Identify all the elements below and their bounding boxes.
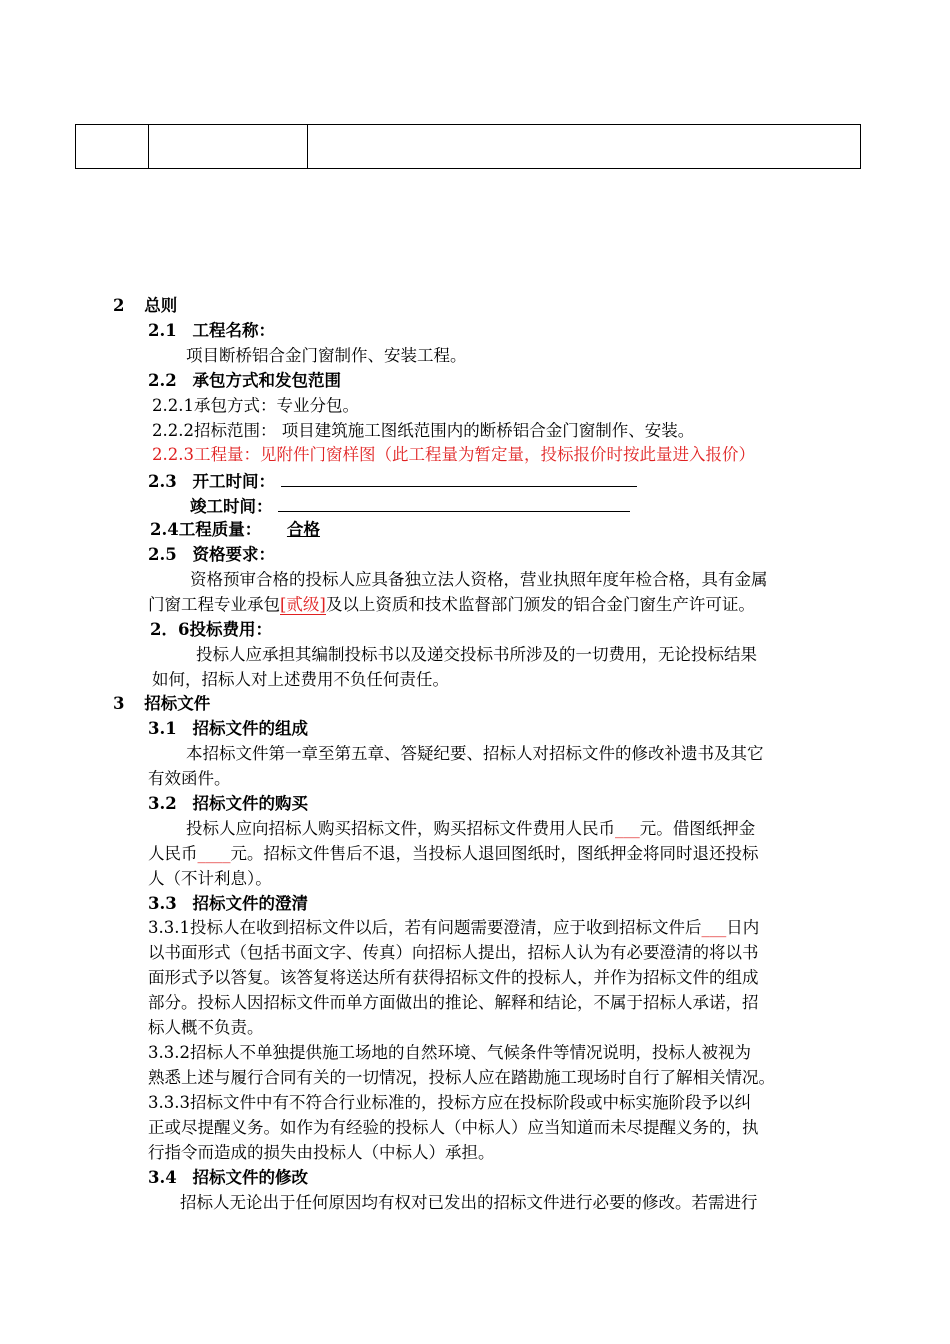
subsection-label: 招标文件的购买 xyxy=(192,794,308,813)
deposit-blank: ____ xyxy=(197,844,231,863)
subsection-number: 2.2 xyxy=(148,371,177,390)
subsection-label: 招标文件的修改 xyxy=(192,1168,308,1187)
heading-2-5 xyxy=(148,543,275,567)
text-run: 门窗工程专业承包 xyxy=(148,595,280,614)
section-title: 招标文件 xyxy=(144,694,211,713)
clarification-paragraph: 部分。投标人因招标文件而单方面做出的推论、解释和结论，不属于招标人承诺，招 xyxy=(148,993,759,1012)
subsection-label: 工程名称： xyxy=(192,321,275,340)
heading-3-1 xyxy=(148,717,308,741)
contract-mode: 2.2.1承包方式：专业分包。 xyxy=(152,396,359,415)
subsection-label: 承包方式和发包范围 xyxy=(192,371,341,390)
table-divider xyxy=(307,125,308,168)
text-run: 人民币 xyxy=(148,844,198,863)
subsection-number: 2.5 xyxy=(148,545,177,564)
purchase-paragraph xyxy=(186,817,755,841)
heading-2-2 xyxy=(148,369,341,393)
section-title: 总则 xyxy=(144,296,178,315)
clarification-paragraph: 行指令而造成的损失由投标人（中标人）承担。 xyxy=(148,1143,495,1162)
clarification-paragraph: 熟悉上述与履行合同有关的一切情况，投标人应在踏勘施工现场时自行了解相关情况。 xyxy=(148,1068,775,1087)
purchase-paragraph xyxy=(148,842,759,866)
text-run: 日内 xyxy=(726,918,760,937)
clarification-paragraph: 标人概不负责。 xyxy=(148,1018,264,1037)
text-run: 及以上资质和技术监督部门颁发的铝合金门窗生产许可证。 xyxy=(325,595,755,614)
subsection-number: 3.3 xyxy=(148,894,177,913)
text-run: 元。借图纸押金 xyxy=(639,819,756,838)
subsection-label: 资格要求： xyxy=(192,545,275,564)
composition-paragraph: 有效函件。 xyxy=(148,769,231,788)
heading-3-2 xyxy=(148,792,308,816)
header-table xyxy=(75,124,861,169)
section-number: 3 xyxy=(113,694,125,713)
heading-2-6: 2．6投标费用： xyxy=(150,620,272,639)
clarification-paragraph: 3.3.2招标人不单独提供施工场地的自然环境、气候条件等情况说明，投标人被视为 xyxy=(148,1043,751,1062)
clarification-paragraph: 面形式予以答复。该答复将送达所有获得招标文件的投标人，并作为招标文件的组成 xyxy=(148,968,759,987)
table-divider xyxy=(148,125,149,168)
purchase-paragraph: 人（不计利息）。 xyxy=(148,869,272,888)
fee-blank: ___ xyxy=(615,819,640,838)
subsection-number: 2.1 xyxy=(148,321,177,340)
subsection-label: 招标文件的澄清 xyxy=(192,894,308,913)
text-run: 投标人应向招标人购买招标文件，购买招标文件费用人民币 xyxy=(186,819,615,838)
qualification-paragraph xyxy=(148,593,755,617)
modification-paragraph: 招标人无论出于任何原因均有权对已发出的招标文件进行必要的修改。若需进行 xyxy=(180,1193,758,1212)
subsection-number: 3.2 xyxy=(148,794,177,813)
heading-3-4 xyxy=(148,1166,308,1190)
heading-2-1 xyxy=(148,319,275,343)
completion-time-label: 竣工时间： xyxy=(190,497,273,516)
clarification-paragraph: 正或尽提醒义务。如作为有经验的投标人（中标人）应当知道而未尽提醒义务的，执 xyxy=(148,1118,759,1137)
clarification-paragraph: 以书面形式（包括书面文字、传真）向招标人提出，招标人认为有必要澄清的将以书 xyxy=(148,943,759,962)
subsection-number: 2.3 xyxy=(148,472,177,491)
subsection-number: 3.1 xyxy=(148,719,177,738)
bid-cost-paragraph: 如何，招标人对上述费用不负任何责任。 xyxy=(152,670,449,689)
bid-scope: 2.2.2招标范围： 项目建筑施工图纸范围内的断桥铝合金门窗制作、安装。 xyxy=(152,421,695,440)
start-time-label: 开工时间： xyxy=(192,472,275,491)
qualification-grade: [贰级] xyxy=(280,595,326,614)
subsection-number: 3.4 xyxy=(148,1168,177,1187)
quality-value: 合格 xyxy=(286,520,320,539)
quality-label: 2.4工程质量： xyxy=(150,520,262,539)
bid-cost-paragraph: 投标人应承担其编制投标书以及递交投标书所涉及的一切费用，无论投标结果 xyxy=(196,645,757,664)
heading-2-4 xyxy=(150,518,583,542)
days-blank: ___ xyxy=(701,918,727,937)
composition-paragraph: 本招标文件第一章至第五章、答疑纪要、招标人对招标文件的修改补遗书及其它 xyxy=(186,744,764,763)
heading-3-3 xyxy=(148,892,308,916)
text-run: 元。招标文件售后不退，当投标人退回图纸时，图纸押金将同时退还投标 xyxy=(230,844,759,863)
heading-2-3 xyxy=(148,468,637,494)
clarification-paragraph: 3.3.3招标文件中有不符合行业标准的，投标方应在投标阶段或中标实施阶段予以纠 xyxy=(148,1093,751,1112)
completion-time-blank xyxy=(278,493,630,512)
subsection-label: 招标文件的组成 xyxy=(192,719,308,738)
section-heading-2 xyxy=(113,294,177,318)
completion-time-row xyxy=(190,493,630,519)
work-quantity: 2.2.3工程量：见附件门窗样图（此工程量为暂定量，投标报价时按此量进入报价） xyxy=(152,445,755,464)
text-run: 3.3.1投标人在收到招标文件以后，若有问题需要澄清，应于收到招标文件后 xyxy=(148,918,702,937)
section-number: 2 xyxy=(113,296,125,315)
section-heading-3 xyxy=(113,692,210,716)
clarification-paragraph xyxy=(148,916,759,940)
qualification-paragraph: 资格预审合格的投标人应具备独立法人资格，营业执照年度年检合格，具有金属 xyxy=(190,570,768,589)
start-time-blank xyxy=(281,468,637,487)
project-name: 项目断桥铝合金门窗制作、安装工程。 xyxy=(186,346,467,365)
